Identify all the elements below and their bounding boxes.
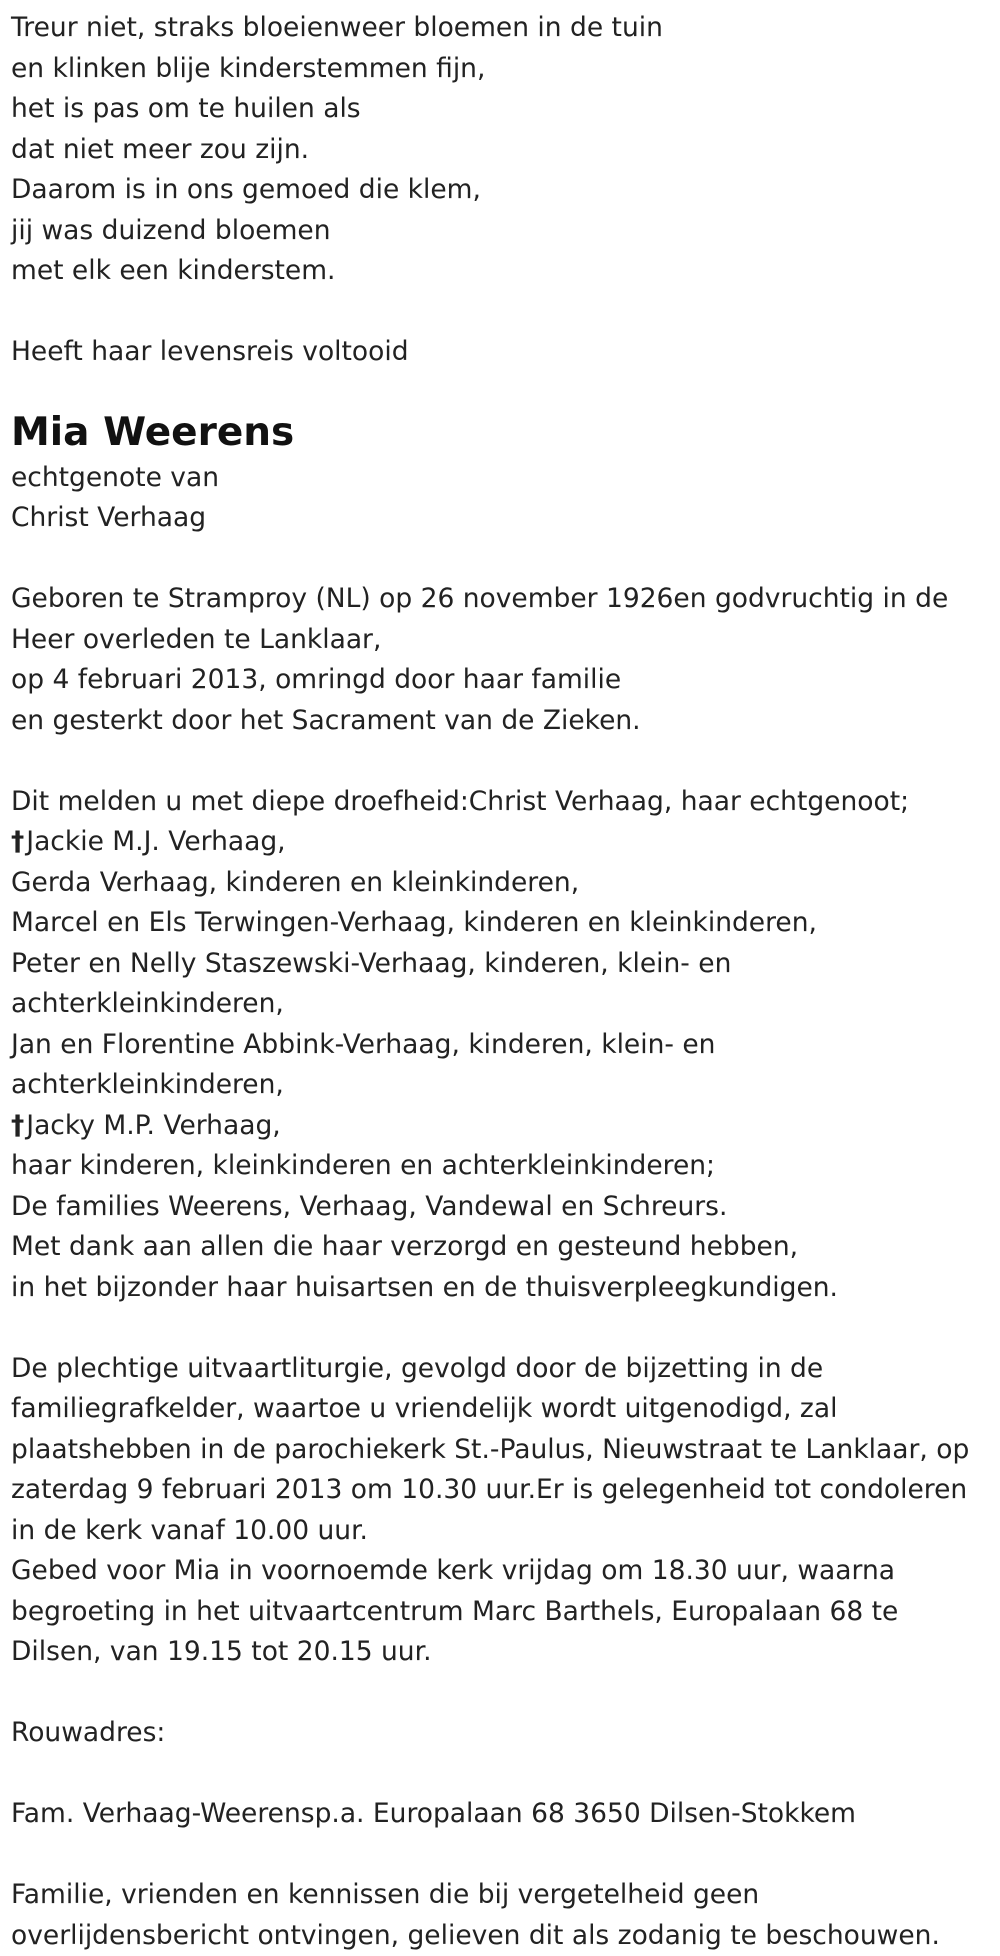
poem-line: jij was duizend bloemen [11, 211, 986, 252]
family-member: Jackie M.J. Verhaag, [26, 826, 285, 857]
funeral-paragraph [11, 1349, 986, 1673]
announce-line: Dit melden u met diepe droefheid:Christ Verhaag, haar echtgenoot; [11, 782, 986, 823]
address-value: Fam. Verhaag-Weerensp.a. Europalaan 68 3650 Dilsen-Stokkem [11, 1794, 986, 1835]
spacer [11, 741, 986, 782]
family-line: Peter en Nelly Staszewski-Verhaag, kinderen, klein- en [11, 944, 986, 985]
paragraph-line: en gesterkt door het Sacrament van de Zieken. [11, 701, 986, 742]
deceased-name: Mia Weerens [11, 408, 986, 458]
poem [11, 8, 986, 292]
paragraph-line: Heer overleden te Lanklaar, [11, 620, 986, 661]
cross-icon: † [11, 1106, 24, 1147]
paragraph-line: op 4 februari 2013, omringd door haar familie [11, 660, 986, 701]
family-line: Jan en Florentine Abbink-Verhaag, kinderen, klein- en [11, 1025, 986, 1066]
spacer [11, 1673, 986, 1714]
cross-icon: † [11, 822, 24, 863]
paragraph-line: Dilsen, van 19.15 tot 20.15 uur. [11, 1632, 986, 1673]
spacer [11, 1835, 986, 1876]
spacer [11, 539, 986, 580]
family-line [11, 822, 986, 863]
family-line: haar kinderen, kleinkinderen en achterkleinkinderen; [11, 1146, 986, 1187]
intro-text: Heeft haar levensreis voltooid [11, 332, 986, 373]
family-line: De families Weerens, Verhaag, Vandewal en Schreurs. [11, 1187, 986, 1228]
poem-line: en klinken blije kinderstemmen fijn, [11, 49, 986, 90]
paragraph-line: in de kerk vanaf 10.00 uur. [11, 1511, 986, 1552]
family-paragraph [11, 782, 986, 1309]
spacer [11, 1308, 986, 1349]
family-line: in het bijzonder haar huisartsen en de thuisverpleegkundigen. [11, 1268, 986, 1309]
poem-line: Treur niet, straks bloeienweer bloemen in de tuin [11, 8, 986, 49]
family-member: Jacky M.P. Verhaag, [26, 1110, 280, 1141]
spacer [11, 1754, 986, 1795]
spacer [11, 373, 986, 403]
family-line: achterkleinkinderen, [11, 1065, 986, 1106]
spouse-name: Christ Verhaag [11, 498, 986, 539]
family-line: Met dank aan allen die haar verzorgd en gesteund hebben, [11, 1227, 986, 1268]
paragraph-line: zaterdag 9 februari 2013 om 10.30 uur.Er is gelegenheid tot condoleren [11, 1470, 986, 1511]
paragraph-line: Geboren te Stramproy (NL) op 26 november 1926en godvruchtig in de [11, 579, 986, 620]
poem-line: met elk een kinderstem. [11, 251, 986, 292]
family-line: achterkleinkinderen, [11, 984, 986, 1025]
family-line: Marcel en Els Terwingen-Verhaag, kinderen en kleinkinderen, [11, 903, 986, 944]
paragraph-line: plaatshebben in de parochiekerk St.-Paulus, Nieuwstraat te Lanklaar, op [11, 1430, 986, 1471]
poem-line: het is pas om te huilen als [11, 89, 986, 130]
paragraph-line: Familie, vrienden en kennissen die bij vergetelheid geen [11, 1875, 986, 1916]
address-label: Rouwadres: [11, 1713, 986, 1754]
family-line [11, 1106, 986, 1147]
death-notice [11, 8, 986, 1956]
relation-text: echtgenote van [11, 458, 986, 499]
spacer [11, 292, 986, 333]
paragraph-line: Gebed voor Mia in voornoemde kerk vrijdag om 18.30 uur, waarna [11, 1551, 986, 1592]
paragraph-line: familiegrafkelder, waartoe u vriendelijk wordt uitgenodigd, zal [11, 1389, 986, 1430]
paragraph-line: De plechtige uitvaartliturgie, gevolgd door de bijzetting in de [11, 1349, 986, 1390]
poem-line: dat niet meer zou zijn. [11, 130, 986, 171]
paragraph-line: overlijdensbericht ontvingen, gelieven dit als zodanig te beschouwen. [11, 1916, 986, 1956]
poem-line: Daarom is in ons gemoed die klem, [11, 170, 986, 211]
closing-paragraph [11, 1875, 986, 1956]
paragraph-line: begroeting in het uitvaartcentrum Marc Barthels, Europalaan 68 te [11, 1592, 986, 1633]
family-line: Gerda Verhaag, kinderen en kleinkinderen, [11, 863, 986, 904]
birth-death-paragraph [11, 579, 986, 741]
